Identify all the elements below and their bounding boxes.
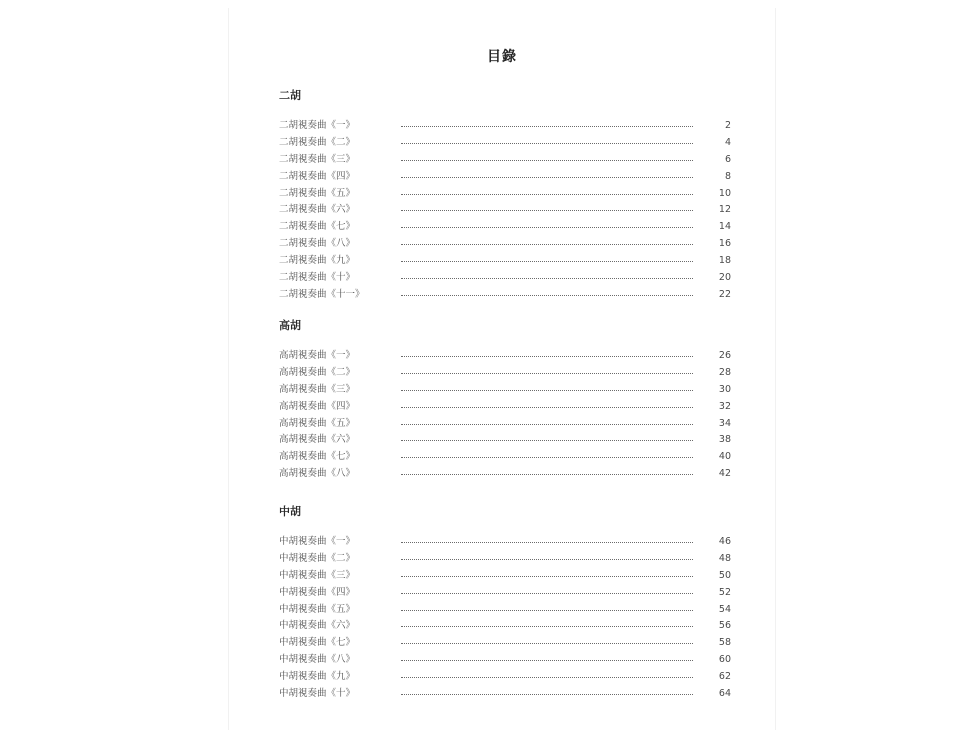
toc-entry	[279, 348, 739, 365]
dot-leader	[401, 194, 693, 195]
toc-entry-title: 高胡視奏曲《六》	[279, 434, 356, 446]
toc-entry-title: 高胡視奏曲《五》	[279, 417, 356, 429]
toc-entry-title: 中胡視奏曲《一》	[279, 536, 356, 547]
toc-entry-page: 22	[718, 288, 731, 300]
toc-entry-page: 2	[724, 120, 731, 131]
toc-entry	[279, 416, 739, 433]
toc-entry-page: 18	[718, 255, 731, 267]
toc-entry-page: 20	[718, 272, 731, 284]
dot-leader	[401, 626, 693, 627]
toc-entry-title: 高胡視奏曲《三》	[279, 383, 356, 395]
dot-leader	[401, 143, 693, 144]
toc-entry-page: 40	[718, 451, 731, 463]
toc-entry-title: 中胡視奏曲《九》	[279, 671, 356, 683]
toc-entry-page: 60	[718, 654, 731, 666]
toc-entry-page: 10	[718, 187, 731, 199]
page-title: 目錄	[487, 49, 517, 65]
toc-list	[279, 534, 739, 703]
section-heading: 中胡	[279, 505, 301, 518]
dot-leader	[401, 694, 693, 695]
toc-entry	[279, 534, 739, 551]
toc-entry-page: 56	[718, 620, 731, 632]
toc-entry	[279, 186, 739, 203]
toc-entry-page: 42	[718, 468, 731, 480]
toc-entry	[279, 466, 739, 483]
toc-entry	[279, 635, 739, 652]
toc-entry	[279, 432, 739, 449]
toc-entry-page: 6	[724, 153, 731, 165]
dot-leader	[401, 542, 693, 543]
toc-entry	[279, 686, 739, 703]
toc-entry-page: 58	[718, 637, 731, 649]
toc-entry-page: 46	[718, 536, 731, 547]
toc-entry	[279, 399, 739, 416]
dot-leader	[401, 160, 693, 161]
toc-entry	[279, 568, 739, 585]
toc-entry-title: 高胡視奏曲《八》	[279, 468, 356, 480]
toc-entry	[279, 253, 739, 270]
toc-entry-page: 38	[718, 434, 731, 446]
toc-entry-title: 中胡視奏曲《六》	[279, 620, 356, 632]
dot-leader	[401, 261, 693, 262]
toc-entry	[279, 152, 739, 169]
dot-leader	[401, 227, 693, 228]
toc-entry-page: 48	[718, 552, 731, 564]
dot-leader	[401, 356, 693, 357]
toc-entry-title: 中胡視奏曲《二》	[279, 552, 356, 564]
dot-leader	[401, 576, 693, 577]
document-page	[228, 8, 776, 730]
toc-entry	[279, 449, 739, 466]
toc-entry-title: 二胡視奏曲《四》	[279, 170, 356, 182]
toc-entry-page: 32	[718, 400, 731, 412]
dot-leader	[401, 177, 693, 178]
toc-entry	[279, 652, 739, 669]
toc-entry	[279, 219, 739, 236]
toc-entry-title: 中胡視奏曲《七》	[279, 637, 356, 649]
toc-entry	[279, 202, 739, 219]
toc-entry-page: 28	[718, 366, 731, 378]
dot-leader	[401, 610, 693, 611]
dot-leader	[401, 295, 693, 296]
toc-entry	[279, 365, 739, 382]
toc-entry-title: 中胡視奏曲《四》	[279, 586, 356, 598]
dot-leader	[401, 677, 693, 678]
toc-entry	[279, 382, 739, 399]
toc-entry-title: 二胡視奏曲《五》	[279, 187, 356, 199]
toc-entry-page: 34	[718, 417, 731, 429]
toc-entry-title: 高胡視奏曲《二》	[279, 366, 356, 378]
toc-entry-title: 二胡視奏曲《七》	[279, 221, 356, 233]
toc-entry-title: 高胡視奏曲《七》	[279, 451, 356, 463]
toc-entry	[279, 118, 739, 135]
toc-entry-page: 12	[718, 204, 731, 216]
toc-entry	[279, 585, 739, 602]
dot-leader	[401, 126, 693, 127]
toc-entry	[279, 169, 739, 186]
toc-entry-title: 高胡視奏曲《一》	[279, 350, 356, 361]
toc-entry-title: 中胡視奏曲《八》	[279, 654, 356, 666]
toc-entry-title: 二胡視奏曲《十》	[279, 272, 356, 284]
dot-leader	[401, 559, 693, 560]
toc-entry	[279, 618, 739, 635]
dot-leader	[401, 643, 693, 644]
toc-entry	[279, 270, 739, 287]
toc-entry-title: 二胡視奏曲《六》	[279, 204, 356, 216]
toc-entry-page: 54	[718, 603, 731, 615]
toc-entry-title: 二胡視奏曲《一》	[279, 120, 356, 131]
toc-entry-page: 26	[718, 350, 731, 361]
dot-leader	[401, 407, 693, 408]
toc-entry	[279, 669, 739, 686]
dot-leader	[401, 210, 693, 211]
toc-entry-title: 中胡視奏曲《五》	[279, 603, 356, 615]
toc-entry-page: 14	[718, 221, 731, 233]
toc-entry-page: 64	[718, 688, 731, 700]
section-heading: 高胡	[279, 319, 301, 332]
toc-entry-page: 52	[718, 586, 731, 598]
toc-list	[279, 118, 739, 304]
section-zhonghu	[279, 504, 739, 703]
section-heading: 二胡	[279, 89, 301, 102]
dot-leader	[401, 278, 693, 279]
dot-leader	[401, 244, 693, 245]
toc-entry	[279, 287, 739, 304]
toc-entry-title: 二胡視奏曲《九》	[279, 255, 356, 267]
toc-entry-title: 二胡視奏曲《二》	[279, 136, 356, 148]
toc-entry	[279, 551, 739, 568]
toc-entry	[279, 602, 739, 619]
toc-entry-title: 二胡視奏曲《八》	[279, 238, 356, 250]
toc-entry-page: 62	[718, 671, 731, 683]
dot-leader	[401, 593, 693, 594]
toc-entry	[279, 236, 739, 253]
toc-entry	[279, 135, 739, 152]
dot-leader	[401, 390, 693, 391]
dot-leader	[401, 424, 693, 425]
dot-leader	[401, 457, 693, 458]
toc-entry-page: 4	[724, 136, 731, 148]
section-erhu	[279, 88, 739, 304]
dot-leader	[401, 440, 693, 441]
section-gaohu	[279, 318, 739, 483]
toc-entry-page: 8	[724, 170, 731, 182]
toc-entry-title: 二胡視奏曲《三》	[279, 153, 356, 165]
toc-entry-title: 中胡視奏曲《十》	[279, 688, 356, 700]
toc-entry-page: 30	[718, 383, 731, 395]
dot-leader	[401, 373, 693, 374]
toc-entry-title: 二胡視奏曲《十一》	[279, 288, 365, 300]
toc-entry-page: 50	[718, 569, 731, 581]
toc-entry-title: 高胡視奏曲《四》	[279, 400, 356, 412]
dot-leader	[401, 474, 693, 475]
dot-leader	[401, 660, 693, 661]
toc-list	[279, 348, 739, 483]
toc-entry-title: 中胡視奏曲《三》	[279, 569, 356, 581]
toc-entry-page: 16	[718, 238, 731, 250]
